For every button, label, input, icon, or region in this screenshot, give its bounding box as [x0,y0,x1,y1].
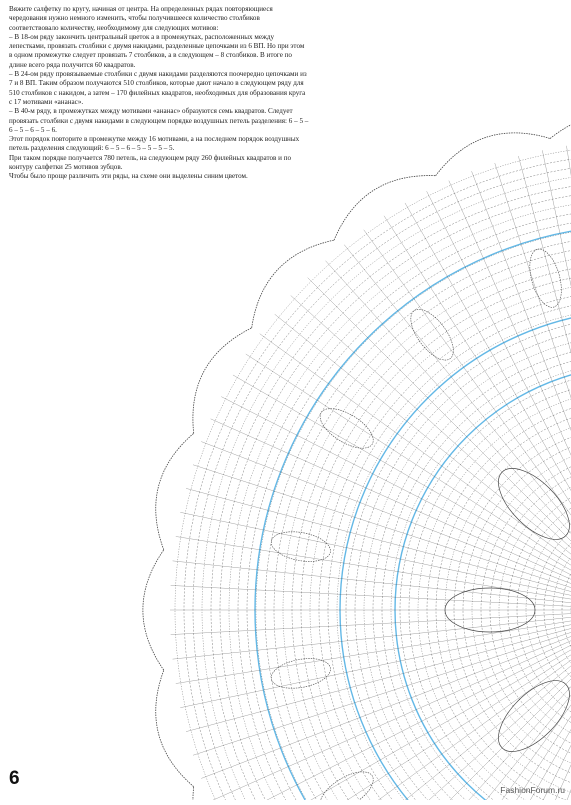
page-number: 6 [9,768,20,789]
instruction-paragraph: При таком порядке получается 780 петель, на следующем ряду 260 филейных квадратов и по контуру салфетки 25 мотивов зубцов. [9,153,292,172]
inner-petal [487,669,571,764]
chart-row [238,208,571,800]
chart-row [319,289,571,800]
instruction-paragraph: Этот порядок повторите в промежутке между 16 мотивами, а на последнем порядок воздушных петель разделения следующий: 6 – 5 – 6 – 5 – 5 – 5 – 5. [9,135,300,153]
stitch-line [326,655,571,800]
stitch-line [364,230,571,562]
stitch-line [186,626,571,732]
chart-row [283,253,571,800]
pineapple-motif [314,764,380,800]
pineapple-motif [403,302,462,367]
stitch-line [193,629,571,756]
stitch-line [449,181,571,556]
stitch-line [291,650,571,800]
chart-row [256,226,571,800]
chart-row [247,217,571,800]
watermark: FashionForum.ru [500,785,565,795]
stitch-line [364,659,571,800]
scallop-edge [193,787,252,800]
instructions-text [9,5,309,182]
scallop-edge [550,114,571,139]
stitch-line [495,667,571,800]
chart-row [436,406,571,800]
scallop-edge [156,433,194,550]
stitch-line [384,660,571,800]
highlighted-row [395,365,571,800]
stitch-line [260,645,571,800]
stitch-line [173,561,571,604]
chart-row [274,244,571,800]
scallop-edge [156,670,194,787]
chart-row [211,181,571,800]
instruction-paragraph: Вяжите салфетку по кругу, начиная от центра. На определенных рядах повторяющиеся чередования нужно немного изменить, чтобы получившееся количество столбиков соответствовало количеству, необходимому для следующих мотивов: [9,5,273,32]
stitch-line [566,146,571,551]
chart-row [346,316,571,800]
stitch-line [171,613,571,634]
stitch-line [171,585,571,606]
scallop-edge [334,176,436,241]
chart-row [229,199,571,800]
stitch-line [518,156,571,552]
chart-row [202,172,571,800]
chart-row [391,361,571,800]
chart-row [409,379,571,800]
stitch-line [542,150,571,551]
instruction-paragraph: Чтобы было проще различить эти ряды, на схеме они выделены синим цветом. [9,172,248,181]
chart-row [301,271,571,800]
scallop-edge [252,240,334,328]
instruction-paragraph: – В 18-ом ряду закончить центральный цветок а в промежутках, расположенных между лепестками, провязать столбики с двумя накидами, разделенные цепочками из 6 ВП. Но при этом в одном промежутке следует провязать 7 столбиков, а в следующем – 8 столбиков. В итоге по длине всего ряда получится 60 квадратов. [9,32,305,69]
inner-petal [487,457,571,552]
stitch-line [201,632,571,779]
stitch-line [233,640,571,800]
scallop-edge [143,550,164,670]
pineapple-motif [314,401,380,456]
stitch-line [211,634,571,800]
scallop-edge [436,133,550,176]
instruction-paragraph: – В 24-ом ряду провязываемые столбики с двумя накидами разделяются поочередно цепочками из 7 и 8 ВП. Таким образом получаются 510 столбиков, которые дают начало в следующем ряду для 510 столбиков с накидом, а затем – 170 филейных квадратов, необходимых для образования круга с 17 мотивами «ананас». [9,70,307,106]
chart-row [418,388,571,800]
pineapple-motif [524,245,567,310]
chart-row [364,334,571,800]
chart-row [337,307,571,800]
instruction-paragraph: – В 40-м ряду, в промежутках между мотивами «ананас» образуются семь квадратов. Следует провязать столбики с двумя накидами в следующем порядке воздушных петель разделения: 6 – 5 – 6 – 5 – 6 – 5 – 6. [9,107,309,134]
stitch-line [384,216,571,560]
chart-row [373,343,571,800]
stitch-line [180,512,571,597]
chart-row [184,154,571,800]
stitch-line [173,616,571,659]
